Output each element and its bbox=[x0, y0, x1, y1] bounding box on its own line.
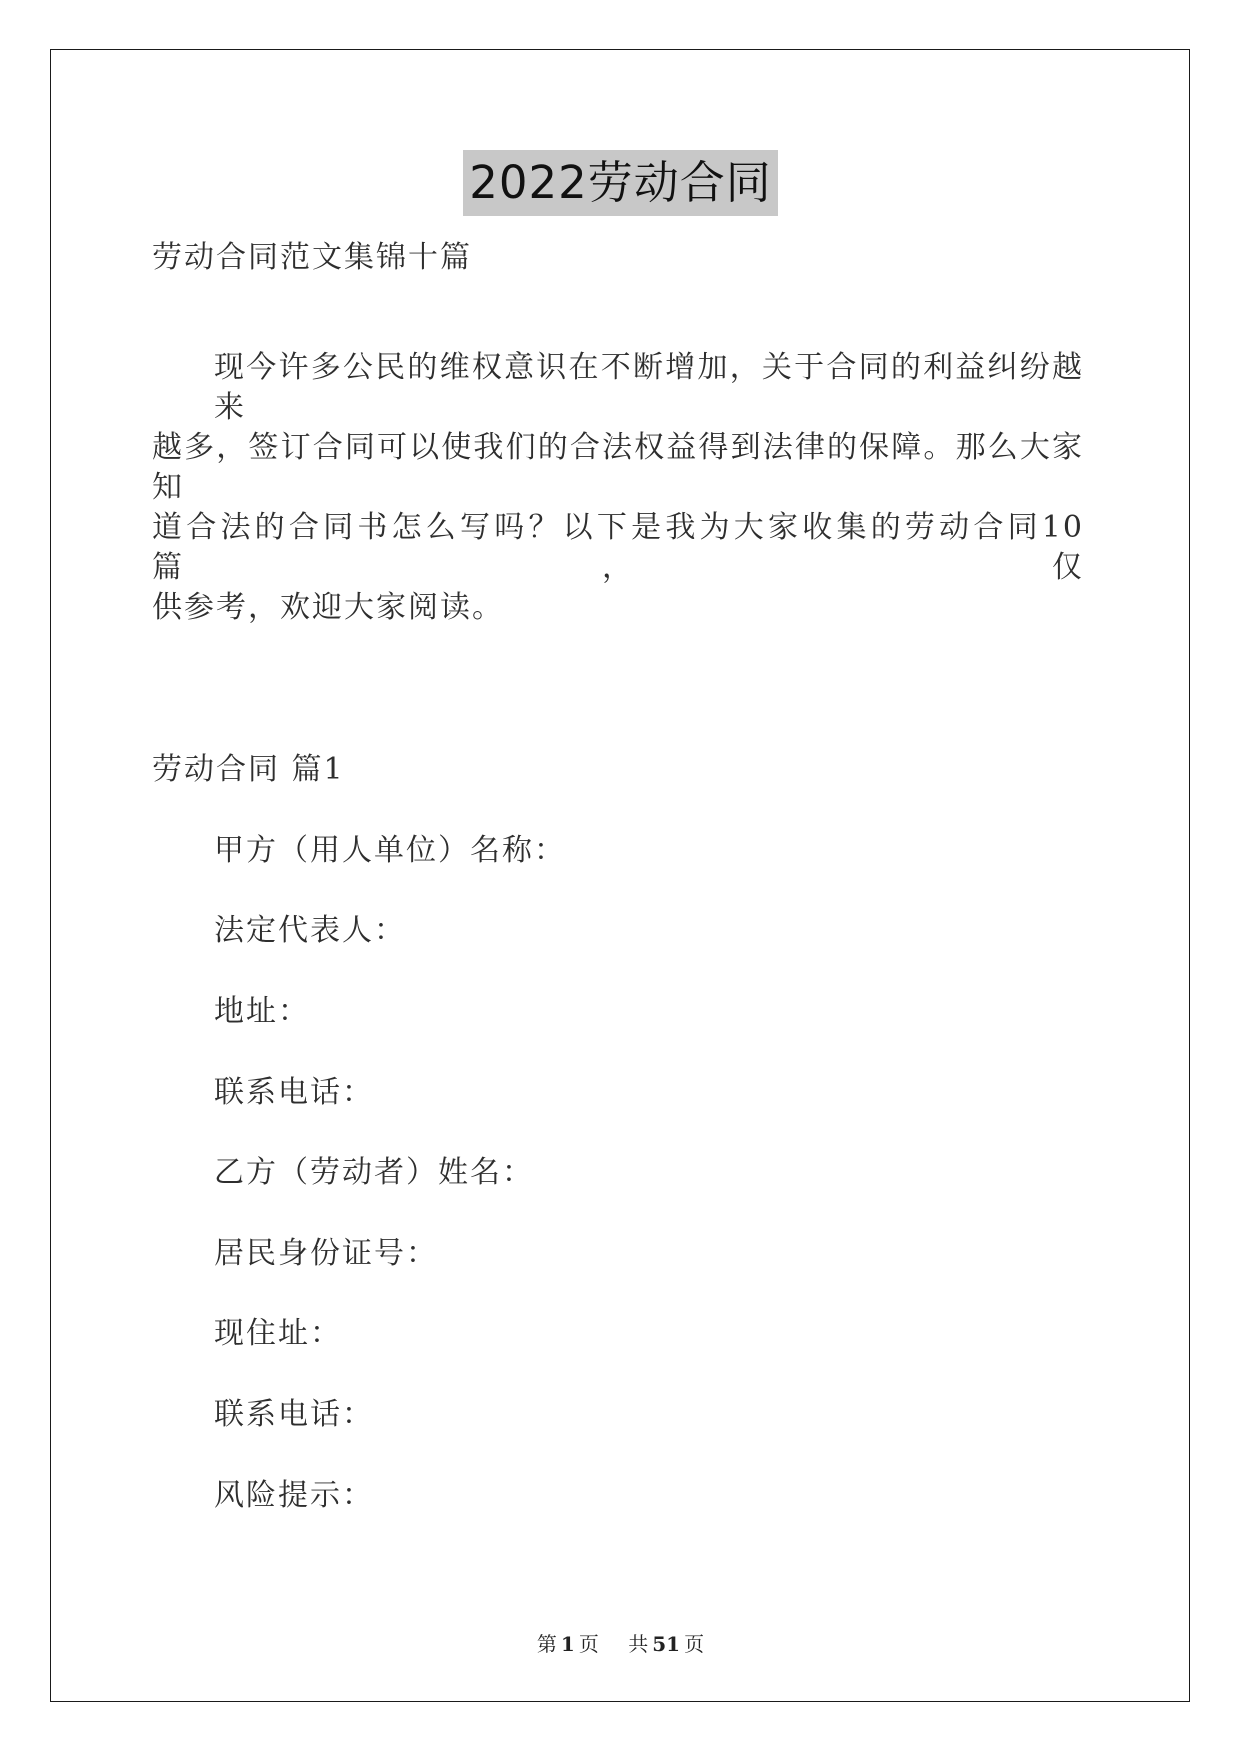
field-employer-name: 甲方（用人单位）名称： bbox=[214, 833, 566, 868]
field-risk-notice: 风险提示： bbox=[214, 1478, 374, 1513]
footer-page-prefix: 第 bbox=[536, 1632, 557, 1656]
intro-line-1: 现今许多公民的维权意识在不断增加，关于合同的利益纠纷越来 bbox=[214, 350, 1084, 425]
footer-page-current: 1 bbox=[560, 1632, 575, 1656]
footer-page-total: 51 bbox=[652, 1632, 681, 1656]
field-employee-name: 乙方（劳动者）姓名： bbox=[214, 1155, 534, 1190]
footer-page-mid: 页 bbox=[578, 1632, 599, 1656]
footer-total-suffix: 页 bbox=[684, 1632, 705, 1656]
intro-line-3: 道合法的合同书怎么写吗？以下是我为大家收集的劳动合同10篇，仅 bbox=[152, 510, 1084, 585]
field-legal-representative: 法定代表人： bbox=[214, 913, 406, 948]
page-footer bbox=[0, 1630, 1241, 1658]
field-employer-phone: 联系电话： bbox=[214, 1075, 374, 1110]
field-current-address: 现住址： bbox=[214, 1316, 342, 1351]
field-address: 地址： bbox=[214, 994, 310, 1029]
section-heading: 劳动合同 篇1 bbox=[152, 752, 345, 787]
field-employee-phone: 联系电话： bbox=[214, 1397, 374, 1432]
intro-line-4: 供参考，欢迎大家阅读。 bbox=[152, 590, 504, 625]
document-title: 2022劳动合同 bbox=[463, 150, 778, 216]
subtitle: 劳动合同范文集锦十篇 bbox=[152, 240, 472, 275]
page-border bbox=[50, 49, 1190, 1702]
footer-total-prefix: 共 bbox=[628, 1632, 649, 1656]
intro-line-2: 越多，签订合同可以使我们的合法权益得到法律的保障。那么大家知 bbox=[152, 430, 1084, 505]
field-id-number: 居民身份证号： bbox=[214, 1236, 438, 1271]
title-container bbox=[0, 150, 1241, 216]
